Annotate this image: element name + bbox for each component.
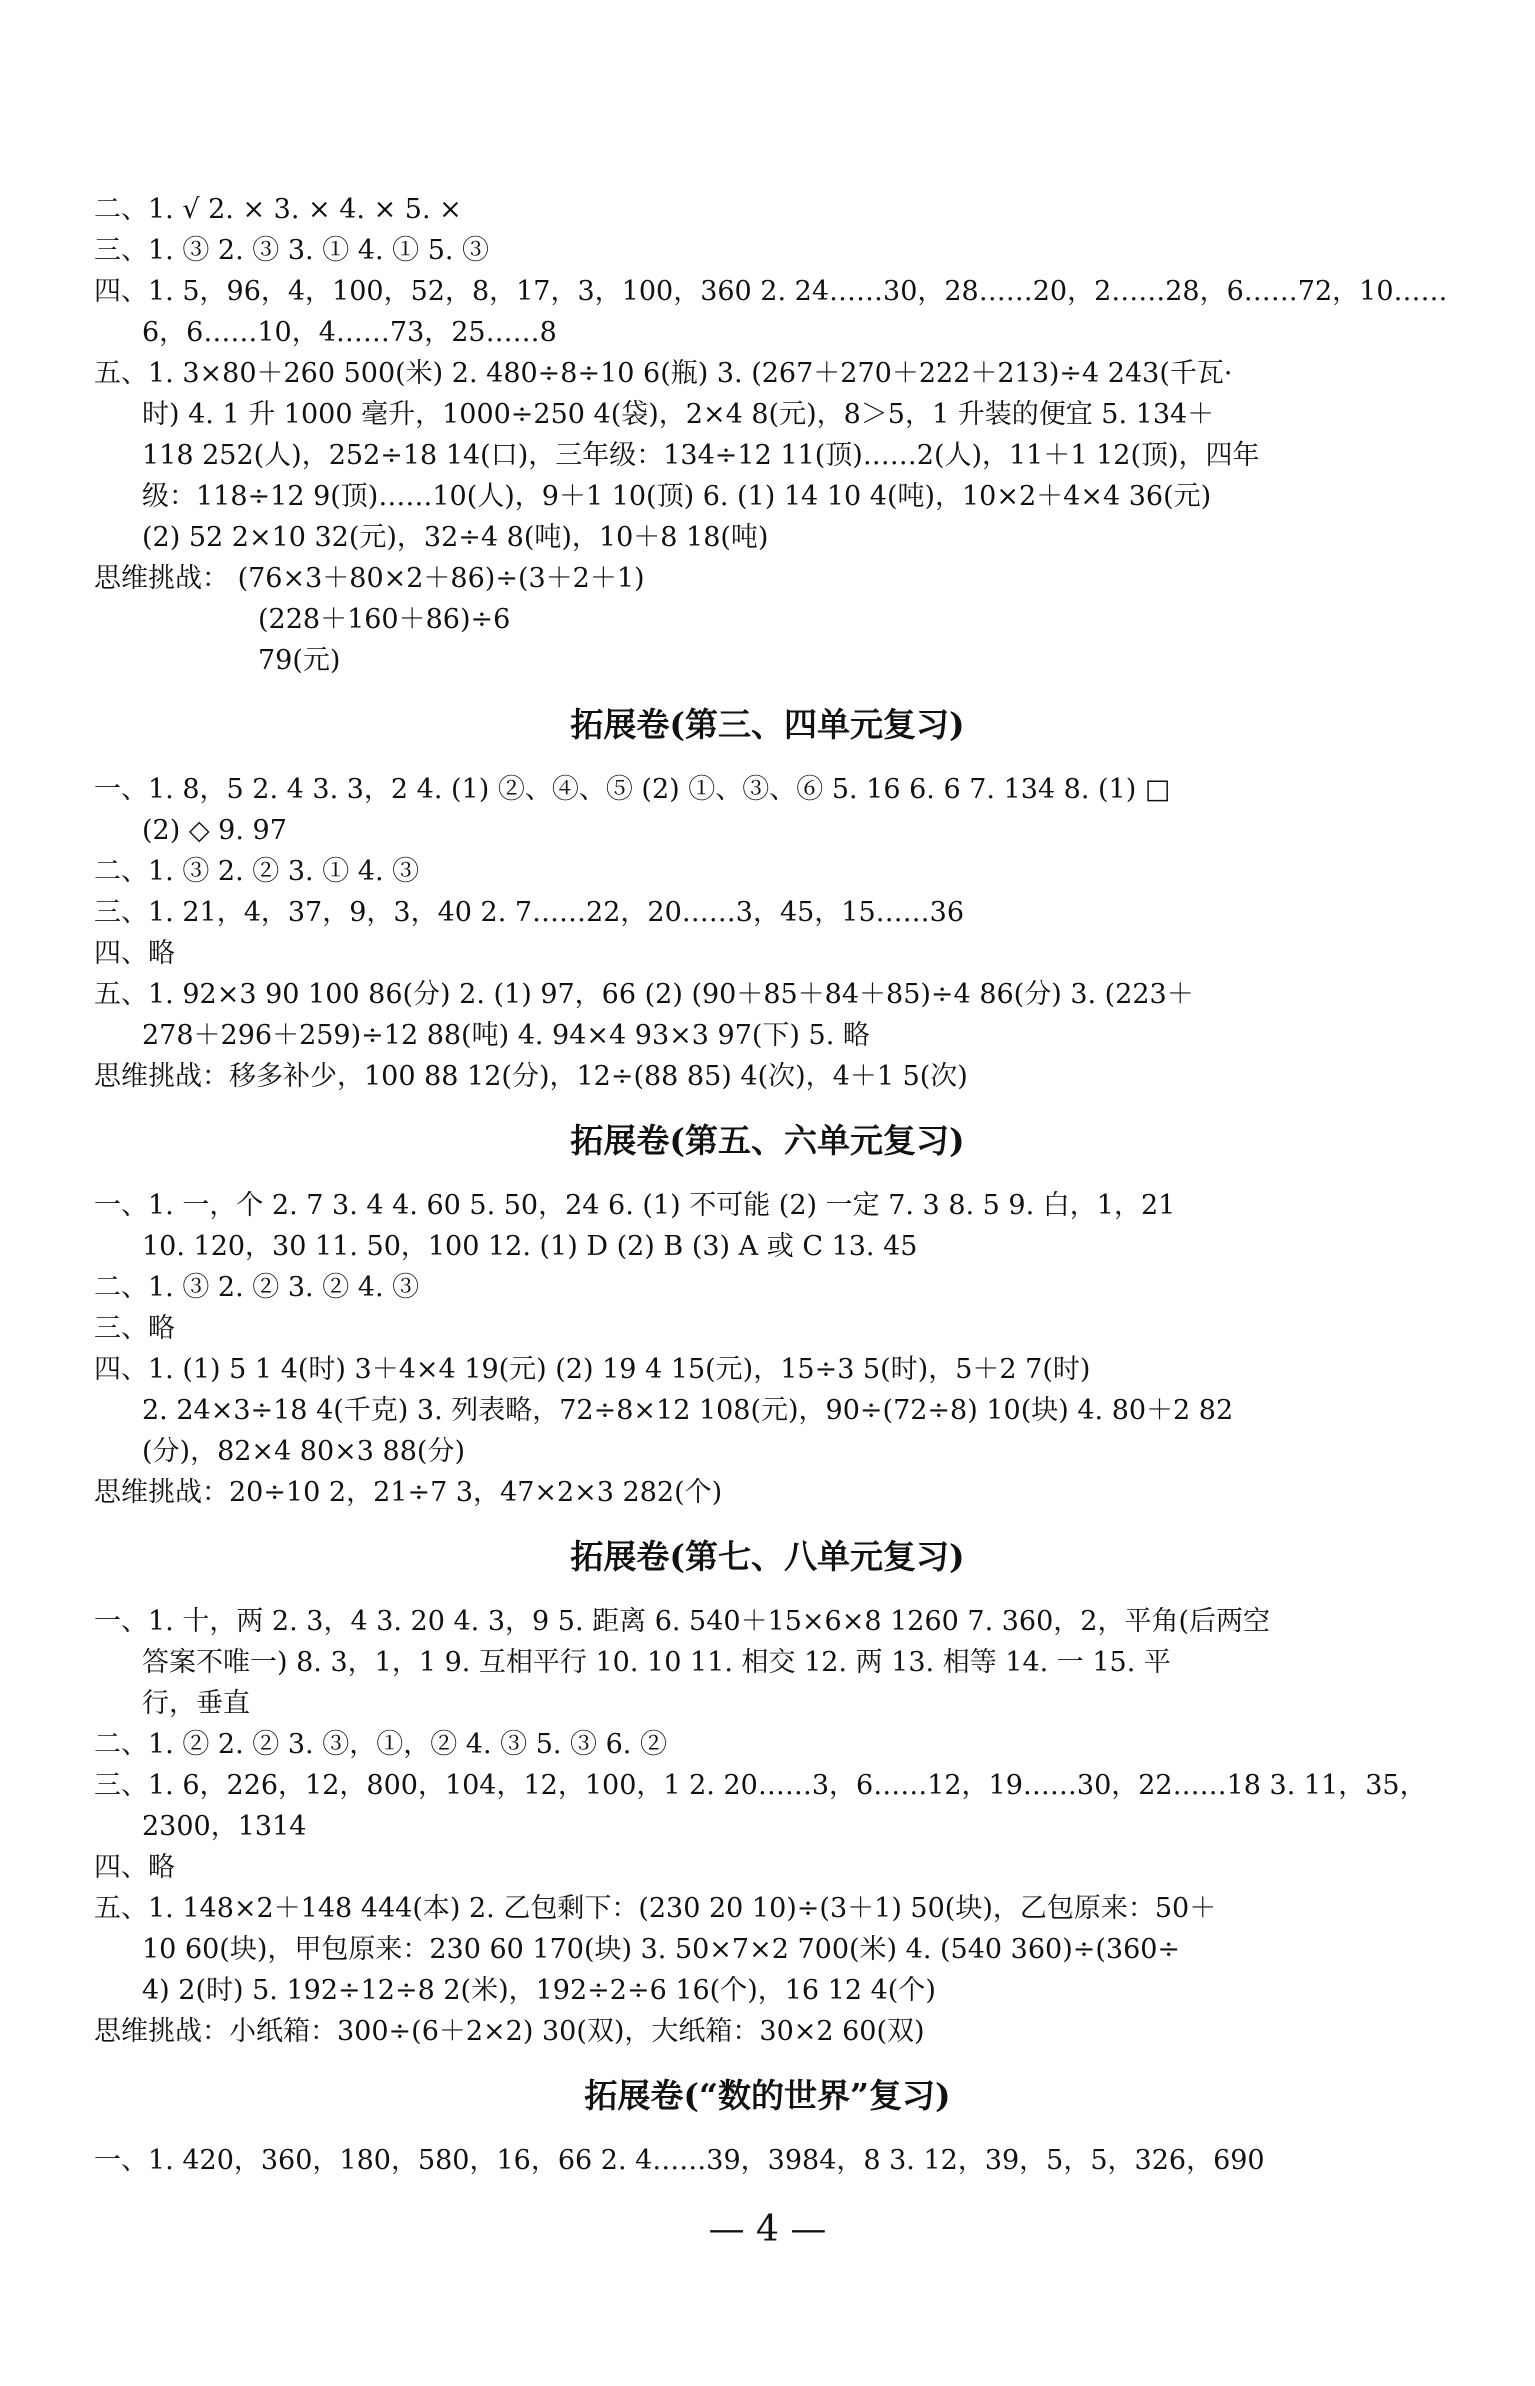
answer-line: 时) 4. 1 升 1000 毫升，1000÷250 4(袋)，2×4 8(元)，8＞5，1 升装的便宜 5. 134＋ [142, 399, 1215, 430]
answer-line: 四、1. (1) 5 1 4(时) 3＋4×4 19(元) (2) 19 4 15(元)，15÷3 5(时)，5＋2 7(时) [94, 1354, 1091, 1385]
section-title: 拓展卷(第三、四单元复习) [570, 705, 965, 744]
answer-line: 79(元) [258, 645, 341, 676]
answer-line: 一、1. 十，两 2. 3，4 3. 20 4. 3，9 5. 距离 6. 540＋15×6×8 1260 7. 360，2，平角(后两空 [94, 1606, 1271, 1637]
answer-line: 思维挑战：移多补少，100 88 12(分)，12÷(88 85) 4(次)，4＋1 5(次) [94, 1061, 968, 1092]
answer-line: 二、1. ③ 2. ② 3. ② 4. ③ [94, 1272, 420, 1303]
answer-line: 10 60(块)，甲包原来：230 60 170(块) 3. 50×7×2 700(米) 4. (540 360)÷(360÷ [142, 1934, 1181, 1965]
answer-line: 三、1. 21，4，37，9，3，40 2. 7……22，20……3，45，15……36 [94, 897, 965, 928]
answer-line: 4) 2(时) 5. 192÷12÷8 2(米)，192÷2÷6 16(个)，16 12 4(个) [142, 1975, 936, 2006]
answer-line: 行，垂直 [142, 1688, 250, 1719]
answer-line: 五、1. 92×3 90 100 86(分) 2. (1) 97，66 (2) (90＋85＋84＋85)÷4 86(分) 3. (223＋ [94, 979, 1194, 1010]
answer-line: 278＋296＋259)÷12 88(吨) 4. 94×4 93×3 97(下) 5. 略 [142, 1020, 870, 1051]
answer-line: 一、1. 8，5 2. 4 3. 3，2 4. (1) ②、④、⑤ (2) ①、③、⑥ 5. 16 6. 6 7. 134 8. (1) □ [94, 774, 1171, 805]
answer-line: 四、略 [94, 938, 175, 969]
answer-line: 一、1. 一，个 2. 7 3. 4 4. 60 5. 50，24 6. (1) 不可能 (2) 一定 7. 3 8. 5 9. 白，1，21 [94, 1190, 1176, 1221]
answer-line: (2) 52 2×10 32(元)，32÷4 8(吨)，10＋8 18(吨) [142, 522, 769, 553]
answer-line: 一、1. 420，360，180，580，16，66 2. 4……39，3984，8 3. 12，39，5，5，326，690 [94, 2145, 1265, 2176]
section-title: 拓展卷(第五、六单元复习) [570, 1121, 965, 1160]
answer-line: 思维挑战：20÷10 2，21÷7 3，47×2×3 282(个) [94, 1477, 723, 1508]
answer-line: (分)，82×4 80×3 88(分) [142, 1436, 465, 1467]
answer-line: 二、1. ③ 2. ② 3. ① 4. ③ [94, 856, 420, 887]
answer-line: 三、略 [94, 1313, 175, 1344]
answer-line: 10. 120，30 11. 50，100 12. (1) D (2) B (3) A 或 C 13. 45 [142, 1231, 918, 1262]
answer-line: (2) ◇ 9. 97 [142, 815, 287, 846]
answer-line: 二、1. ② 2. ② 3. ③，①，② 4. ③ 5. ③ 6. ② [94, 1729, 667, 1760]
answer-line: 答案不唯一) 8. 3，1，1 9. 互相平行 10. 10 11. 相交 12. 两 13. 相等 14. 一 15. 平 [142, 1647, 1171, 1678]
page-number: — 4 — [708, 2209, 827, 2250]
answer-line: 三、1. 6，226，12，800，104，12，100，1 2. 20……3，6……12，19……30，22……18 3. 11，35， [94, 1770, 1427, 1801]
answer-line: 思维挑战： (76×3＋80×2＋86)÷(3＋2＋1) [94, 563, 645, 594]
answer-line: 思维挑战：小纸箱：300÷(6＋2×2) 30(双)，大纸箱：30×2 60(双) [94, 2016, 925, 2047]
answer-line: 四、1. 5，96，4，100，52，8，17，3，100，360 2. 24……30，28……20，2……28，6……72，10…… [94, 276, 1448, 307]
section-title: 拓展卷(“数的世界”复习) [584, 2076, 951, 2115]
answer-line: 五、1. 148×2＋148 444(本) 2. 乙包剩下：(230 20 10)÷(3＋1) 50(块)，乙包原来：50＋ [94, 1893, 1217, 1924]
answer-line: 6，6……10，4……73，25……8 [142, 317, 557, 348]
answer-line: (228＋160＋86)÷6 [258, 604, 511, 635]
answer-line: 2300，1314 [142, 1811, 307, 1842]
section-title: 拓展卷(第七、八单元复习) [570, 1537, 965, 1576]
answer-line: 118 252(人)，252÷18 14(口)，三年级：134÷12 11(顶)……2(人)，11＋1 12(顶)，四年 [142, 440, 1260, 471]
answer-line: 2. 24×3÷18 4(千克) 3. 列表略，72÷8×12 108(元)，90÷(72÷8) 10(块) 4. 80＋2 82 [142, 1395, 1234, 1426]
answer-line: 二、1. √ 2. × 3. × 4. × 5. × [94, 194, 462, 225]
answer-line: 级：118÷12 9(顶)……10(人)，9＋1 10(顶) 6. (1) 14 10 4(吨)，10×2＋4×4 36(元) [142, 481, 1212, 512]
answer-line: 三、1. ③ 2. ③ 3. ① 4. ① 5. ③ [94, 235, 490, 266]
answer-line: 四、略 [94, 1852, 175, 1883]
answer-line: 五、1. 3×80＋260 500(米) 2. 480÷8÷10 6(瓶) 3. (267＋270＋222＋213)÷4 243(千瓦· [94, 358, 1233, 389]
